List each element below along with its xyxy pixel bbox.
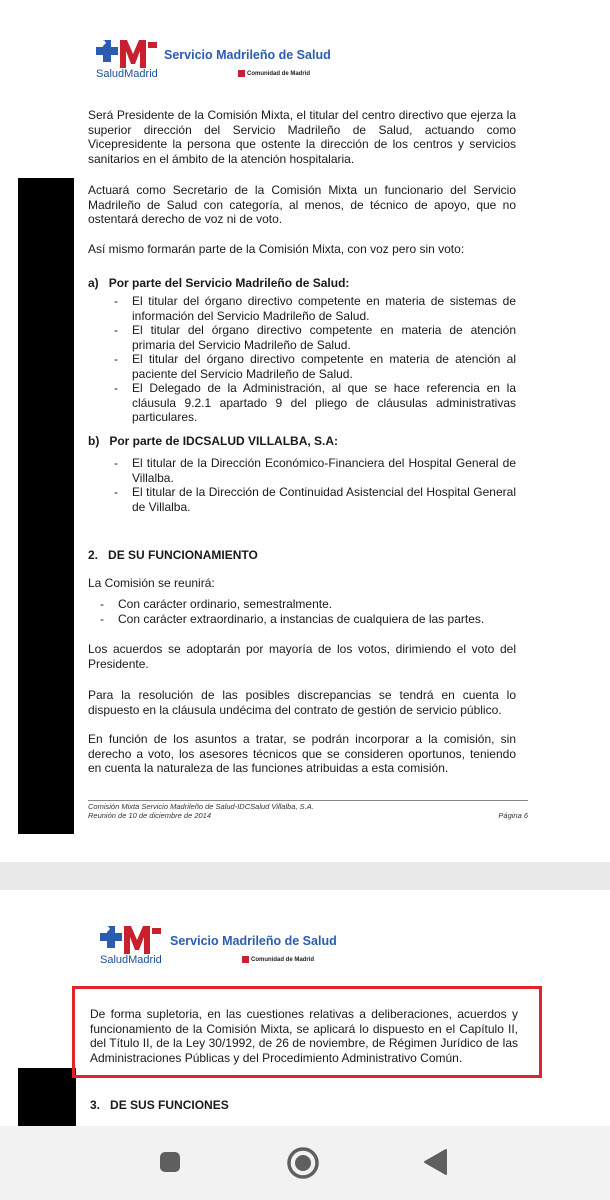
comunidad-de-madrid-label: Comunidad de Madrid [242, 956, 314, 963]
brand-name: Servicio Madrileño de Salud [170, 934, 337, 948]
navigation-bar [0, 1126, 610, 1200]
back-button[interactable] [422, 1148, 448, 1176]
section-a-heading: a) Por parte del Servicio Madrileño de Salud: [88, 276, 350, 290]
salud-madrid-logo [96, 38, 336, 82]
salud-madrid-logo [100, 924, 340, 968]
salud-madrid-wordmark: SaludMadrid [100, 954, 162, 966]
section-a-list [112, 294, 516, 425]
footer-title: Comisión Mixta Servicio Madrileño de Salud-IDCSalud Villalba, S.A. [88, 802, 314, 811]
list-item: - El titular de la Dirección de Continuidad Asistencial del Hospital General de Villalba. [112, 485, 516, 514]
salud-madrid-mark-icon [100, 924, 162, 956]
redaction-bar [18, 1068, 76, 1126]
paragraph-supletoria: De forma supletoria, en las cuestiones relativas a deliberaciones, acuerdos y funcionamiento de la Comisión Mixta, se aplicará lo dispuesto en el Capítulo II, del Título II, de la Ley 30/1992, de 26 de noviembre, de Régimen Jurídico de las Administraciones Públicas y del Procedimiento Administrativo Común. [90, 1007, 518, 1065]
home-button[interactable] [286, 1146, 320, 1180]
salud-madrid-mark-icon [96, 38, 158, 70]
footer-divider [88, 800, 528, 801]
recents-button[interactable] [158, 1150, 182, 1174]
paragraph-secretario: Actuará como Secretario de la Comisión Mixta un funcionario del Servicio Madrileño de Salud con categoría, al menos, de técnico de apoyo, que no ostentará derecho de voz ni de voto. [88, 183, 516, 226]
madrid-flag-icon [238, 70, 245, 77]
paragraph-acuerdos: Los acuerdos se adoptarán por mayoría de los votos, dirimiendo el voto del Presidente. [88, 642, 516, 671]
paragraph-reunion: La Comisión se reunirá: [88, 576, 215, 590]
paragraph-miembros: Así mismo formarán parte de la Comisión Mixta, con voz pero sin voto: [88, 242, 465, 256]
list-item: - El Delegado de la Administración, al que se hace referencia en la cláusula 9.2.1 apartado 9 del pliego de cláusulas administrativas particulares. [112, 381, 516, 425]
list-item: - El titular del órgano directivo competente en materia de atención al paciente del Servicio Madrileño de Salud. [112, 352, 516, 381]
brand-name: Servicio Madrileño de Salud [164, 48, 331, 62]
list-item: - Con carácter ordinario, semestralmente. [98, 597, 516, 612]
heading-funciones: 3. DE SUS FUNCIONES [90, 1098, 229, 1112]
section-b-list [112, 456, 516, 514]
madrid-flag-icon [242, 956, 249, 963]
meeting-list [98, 597, 516, 626]
list-item: - El titular del órgano directivo competente en materia de sistemas de información del Servicio Madrileño de Salud. [112, 294, 516, 323]
paragraph-presidente: Será Presidente de la Comisión Mixta, el titular del centro directivo que ejerza la superior dirección del Servicio Madrileño de Salud, actuando como Vicepresidente la persona que ostente la dirección de los centros y servicios sanitarios en el ámbito de la atención hospitalaria. [88, 108, 516, 166]
paragraph-asesores: En función de los asuntos a tratar, se podrán incorporar a la comisión, sin derecho a voto, los asesores técnicos que se consideren oportunos, teniendo en cuenta la naturaleza de las funciones atribuidas a esta comisión. [88, 732, 516, 775]
section-b-heading: b) Por parte de IDCSALUD VILLALBA, S.A: [88, 434, 339, 448]
document-page-7 [0, 890, 610, 1126]
list-item: - Con carácter extraordinario, a instancias de cualquiera de las partes. [98, 612, 516, 627]
comunidad-de-madrid-label: Comunidad de Madrid [238, 70, 310, 77]
page-number: Página 6 [498, 811, 528, 820]
salud-madrid-wordmark: SaludMadrid [96, 68, 158, 80]
page-footer [88, 802, 528, 820]
square-icon [158, 1150, 182, 1174]
list-item: - El titular de la Dirección Económico-Financiera del Hospital General de Villalba. [112, 456, 516, 485]
redaction-bar [18, 178, 74, 834]
paragraph-discrepancias: Para la resolución de las posibles discrepancias se tendrá en cuenta lo dispuesto en la cláusula undécima del contrato de gestión de servicio público. [88, 688, 516, 717]
back-triangle-icon [422, 1148, 448, 1176]
home-circle-icon [286, 1146, 320, 1180]
list-item: - El titular del órgano directivo competente en materia de atención primaria del Servicio Madrileño de Salud. [112, 323, 516, 352]
footer-date: Reunión de 10 de diciembre de 2014 [88, 811, 212, 820]
heading-funcionamiento: 2. DE SU FUNCIONAMIENTO [88, 548, 258, 562]
